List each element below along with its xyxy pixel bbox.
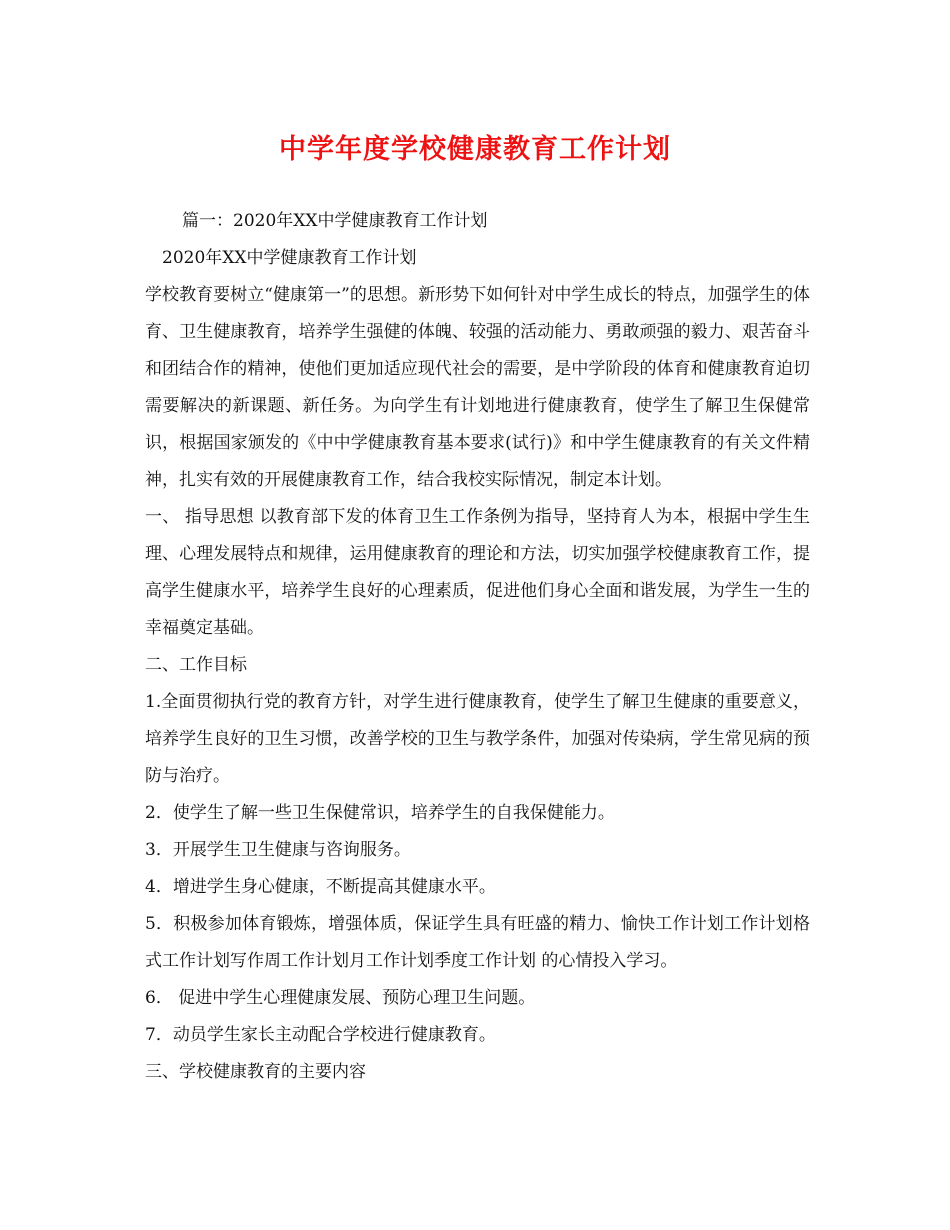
goal-item-7: 7．动员学生家长主动配合学校进行健康教育。: [145, 1025, 496, 1045]
section-heading-content: 三、学校健康教育的主要内容: [145, 1062, 366, 1082]
goal-item-4: 4．增进学生身心健康，不断提高其健康水平。: [145, 877, 496, 897]
goal-item-6: 6． 促进中学生心理健康发展、预防心理卫生问题。: [145, 988, 536, 1008]
chapter-heading: 篇一：2020年XX中学健康教育工作计划: [182, 211, 488, 231]
goal-item-3: 3．开展学生卫生健康与咨询服务。: [145, 840, 411, 860]
guiding-ideology-paragraph: 一、 指导思想 以教育部下发的体育卫生工作条例为指导，坚持育人为本，根据中学生生理、心理发展特点和规律，运用健康教育的理论和方法，切实加强学校健康教育工作，提高学生健康水平，培养学生良好的心理素质，促进他们身心全面和谐发展，为学生一生的幸福奠定基础。: [145, 507, 810, 638]
goal-item-5: 5．积极参加体育锻炼，增强体质，保证学生具有旺盛的精力、愉快工作计划工作计划格式工作计划写作周工作计划月工作计划季度工作计划 的心情投入学习。: [145, 914, 810, 971]
document-title: 中学年度学校健康教育工作计划: [279, 134, 671, 165]
document-body: [145, 203, 810, 1091]
plan-subtitle: 2020年XX中学健康教育工作计划: [162, 248, 417, 268]
goal-item-1: 1.全面贯彻执行党的教育方针，对学生进行健康教育，使学生了解卫生健康的重要意义，培养学生良好的卫生习惯，改善学校的卫生与教学条件，加强对传染病，学生常见病的预防与治疗。: [145, 692, 810, 786]
goal-item-2: 2．使学生了解一些卫生保健常识，培养学生的自我保健能力。: [145, 803, 615, 823]
intro-paragraph: 学校教育要树立“健康第一”的思想。新形势下如何针对中学生成长的特点，加强学生的体育、卫生健康教育，培养学生强健的体魄、较强的活动能力、勇敢顽强的毅力、艰苦奋斗和团结合作的精神，使他们更加适应现代社会的需要，是中学阶段的体育和健康教育迫切需要解决的新课题、新任务。为向学生有计划地进行健康教育，使学生了解卫生保健常识，根据国家颁发的《中中学健康教育基本要求(试行)》和中学生健康教育的有关文件精神，扎实有效的开展健康教育工作，结合我校实际情况，制定本计划。: [145, 285, 810, 490]
section-heading-goals: 二、工作目标: [145, 655, 247, 675]
